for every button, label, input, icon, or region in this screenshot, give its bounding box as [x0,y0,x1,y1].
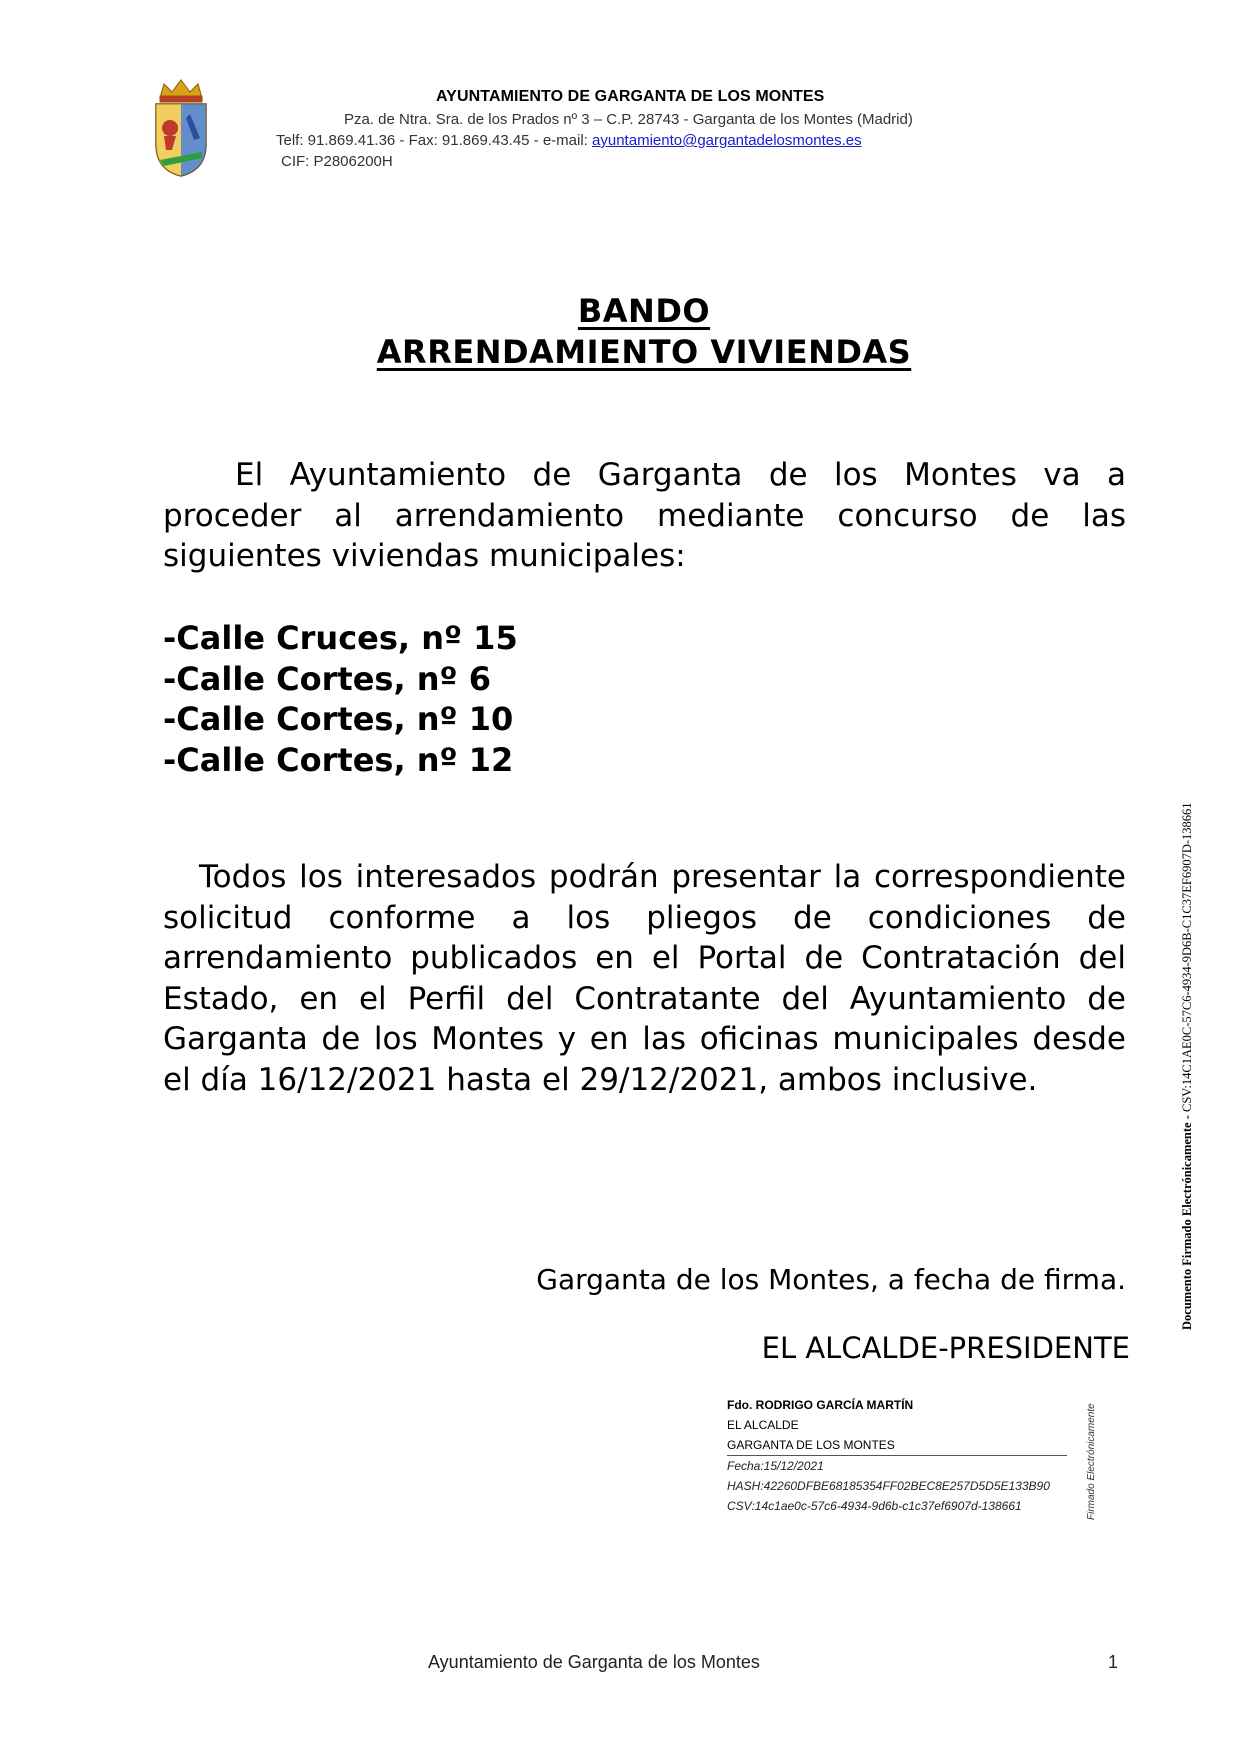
address-item: -Calle Cortes, nº 10 [163,700,514,738]
signature-role: EL ALCALDE [727,1418,799,1432]
contact-phone-fax: Telf: 91.869.41.36 - Fax: 91.869.43.45 - e-mail: [276,132,593,149]
page-number: 1 [1108,1652,1119,1672]
signer-title: EL ALCALDE-PRESIDENTE [761,1331,1130,1365]
municipality-cif: CIF: P2806200H [281,153,393,170]
application-paragraph: Todos los interesados podrán presentar la correspondiente solicitud conforme a los pliegos de condiciones de arrendamiento publicados en el Portal de Contratación del Estado, en el Perfil del Contratante del Ayuntamiento de Garganta de los Montes y en las oficinas municipales desde el día 16/12/2021 hasta el 29/12/2021, ambos inclusive. [163,859,1126,1098]
document-subtitle: ARRENDAMIENTO VIVIENDAS [376,333,912,371]
margin-csv: CSV:14C1AE0C-57C6-4934-9D6B-C1C37EF6907D-138661 [1180,802,1194,1112]
signature-entity: GARGANTA DE LOS MONTES [727,1435,1067,1456]
municipality-title: AYUNTAMIENTO DE GARGANTA DE LOS MONTES [436,88,825,105]
margin-verification-note [1180,802,1195,1330]
municipality-address: Pza. de Ntra. Sra. de los Prados nº 3 – C.P. 28743 - Garganta de los Montes (Madrid) [344,111,913,128]
signature-date: Fecha:15/12/2021 [727,1459,824,1473]
place-and-date: Garganta de los Montes, a fecha de firma. [536,1263,1126,1296]
municipality-contact [276,132,862,149]
signature-hash: HASH:42260DFBE68185354FF02BEC8E257D5D5E133B90 [727,1479,1050,1493]
address-item: -Calle Cortes, nº 6 [163,659,491,698]
address-item: -Calle Cortes, nº 12 [163,740,514,779]
email-link[interactable]: ayuntamiento@gargantadelosmontes.es [592,132,862,149]
signature-csv: CSV:14c1ae0c-57c6-4934-9d6b-c1c37ef6907d-138661 [727,1499,1022,1513]
coat-of-arms-logo [150,78,212,178]
signature-name: Fdo. RODRIGO GARCÍA MARTÍN [727,1398,914,1412]
footer-text: Ayuntamiento de Garganta de los Montes [428,1652,760,1672]
address-list [163,618,518,780]
intro-paragraph: El Ayuntamiento de Garganta de los Montes va a proceder al arrendamiento mediante concurso de las siguientes viviendas municipales: [163,457,1126,574]
margin-label: Documento Firmado Electrónicamente - [1180,1112,1194,1330]
electronic-signature-block [727,1395,1067,1516]
signature-vertical-label: Firmado Electrónicamente [1086,1403,1097,1520]
address-item: -Calle Cruces, nº 15 [163,619,518,657]
document-title: BANDO [577,292,711,330]
